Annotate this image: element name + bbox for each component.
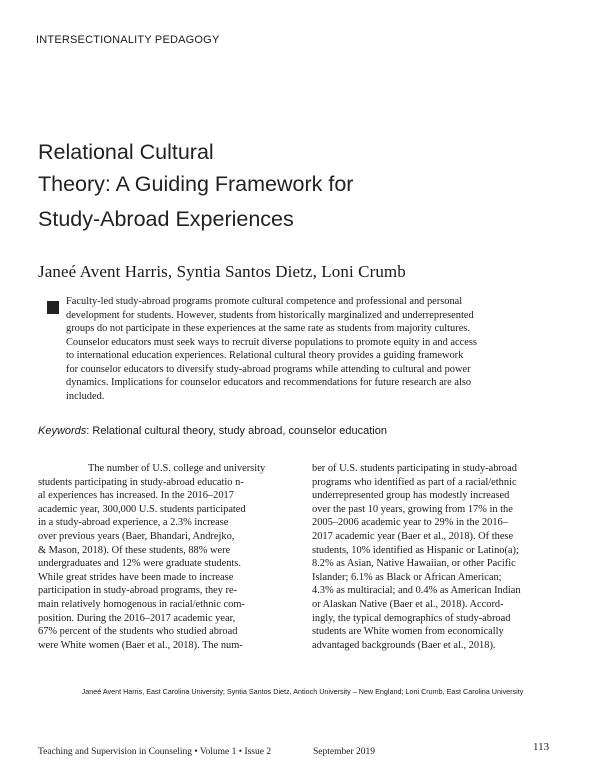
body-line: academic year, 300,000 U.S. students participated [38,503,246,515]
title-line: Theory: A Guiding Framework for [38,172,354,196]
body-line: Islander; 6.1% as Black or African American; [312,571,502,583]
body-line: While great strides have been made to increase [38,571,234,583]
body-line: in a study-abroad experience, a 2.3% increase [38,517,229,529]
body-line: programs who identified as part of a racial/ethnic [312,476,517,488]
body-line: & Mason, 2018). Of these students, 88% were [38,544,231,556]
body-line: The number of U.S. college and university [88,463,266,474]
body-line: main relatively homogenous in racial/ethnic com- [38,598,245,610]
body-line: 4.3% as multiracial; and 0.4% as American Indian [312,585,521,597]
title-line: Study-Abroad Experiences [38,207,294,231]
abstract-line: Faculty-led study-abroad programs promote cultural competence and professional and personal [66,296,463,307]
abstract-line: Counselor educators must seek ways to recruit diverse populations to promote equity in and access [66,336,477,348]
keywords-text: : Relational cultural theory, study abroad, counselor education [86,425,387,437]
body-line: students, 10% identified as Hispanic or Latino(a); [312,544,519,556]
author-affiliations-footnote: Janeé Avent Harris, East Carolina University; Syntia Santos Dietz, Antioch University – New England; Loni Crumb, East Carolina University [81,687,524,696]
abstract-square-bullet-icon [47,301,59,314]
journal-footer: Teaching and Supervision in Counseling • Volume 1 • Issue 2 [38,747,272,757]
body-line: 67% percent of the students who studied abroad [38,626,238,638]
abstract-line: groups do not participate in these experiences at the same rate as students from majority cultures. [66,323,470,334]
body-column-left [38,462,290,652]
issue-date: September 2019 [313,747,376,757]
keywords-label: Keywords [38,425,87,437]
article-title [38,136,353,235]
body-line: over the past 10 years, growing from 17% in the [312,503,513,515]
abstract-line: included. [66,390,105,402]
body-line: ingly, the typical demographics of study-abroad [312,612,511,624]
body-line: 2005–2006 academic year to 29% in the 2016– [312,517,508,529]
abstract-line: dynamics. Implications for counselor educators and recommendations for future research are also [66,377,472,388]
body-line: over previous years (Baer, Bhandari, Andrejko, [38,530,235,542]
body-line: students are White women from economically [312,626,504,638]
body-line: undergraduates and 12% were graduate students. [38,558,241,570]
abstract-line: development for students. However, students from historically marginalized and underrepresented [66,309,474,321]
body-line: participation in study-abroad programs, they re- [38,585,238,597]
body-line: advantaged backgrounds (Baer et al., 2018). [312,639,496,651]
body-line: al experiences has increased. In the 2016–2017 [38,490,234,502]
body-line: position. During the 2016–2017 academic year, [38,612,236,624]
abstract-line: for counselor educators to diversify study-abroad programs while attending to cultural and power [66,363,471,375]
keywords [38,425,387,437]
body-line: students participating in study-abroad educatio n- [38,476,244,488]
page-number: 113 [533,741,550,753]
body-line: 8.2% as Asian, Native Hawaiian, or other Pacific [312,558,516,570]
body-line: 2017 academic year (Baer et al., 2018). Of these [312,530,514,542]
author-list: Janeé Avent Harris, Syntia Santos Dietz, Loni Crumb [38,262,406,281]
body-line: or Alaskan Native (Baer et al., 2018). Accord- [312,598,504,610]
running-header: INTERSECTIONALITY PEDAGOGY [36,34,220,46]
abstract-line: to international education experiences. Relational cultural theory provides a guiding framework [66,350,464,361]
body-line: underrepresented group has modestly increased [312,490,510,502]
abstract [66,295,556,403]
body-line: were White women (Baer et al., 2018). The num- [38,639,243,651]
body-column-right [312,462,564,652]
title-line: Relational Cultural [38,140,214,164]
body-line: ber of U.S. students participating in study-abroad [312,463,517,474]
